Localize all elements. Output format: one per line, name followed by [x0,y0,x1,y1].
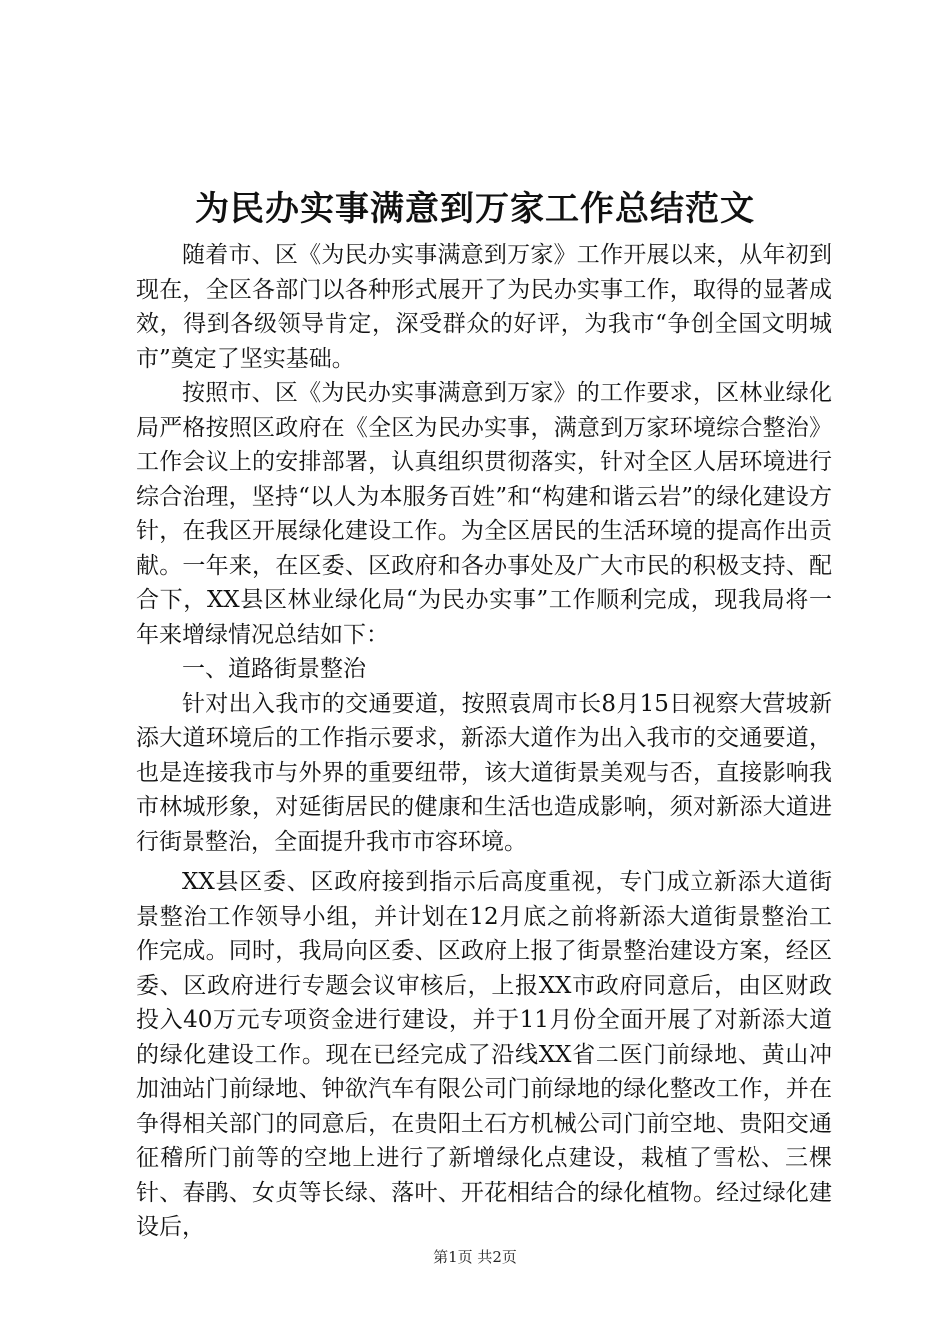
background-paragraph: 按照市、区《为民办实事满意到万家》的工作要求，区林业绿化局严格按照区政府在《全区为民办实事，满意到万家环境综合整治》工作会议上的安排部署，认真组织贯彻落实，针对全区人居环境进行综合治理，坚持“以人为本服务百姓”和“构建和谐云岩”的绿化建设方针，在我区开展绿化建设工作。为全区居民的生活环境的提高作出贡献。一年来，在区委、区政府和各办事处及广大市民的积极支持、配合下，XX县区林业绿化局“为民办实事”工作顺利完成，现我局将一年来增绿情况总结如下： [136,380,832,648]
section-paragraph: XX县区委、区政府接到指示后高度重视，专门成立新添大道街景整治工作领导小组，并计划在12月底之前将新添大道街景整治工作完成。同时，我局向区委、区政府上报了街景整治建设方案，经区委、区政府进行专题会议审核后，上报XX市政府同意后，由区财政投入40万元专项资金进行建设，并于11月份全面开展了对新添大道的绿化建设工作。现在已经完成了沿线XX省二医门前绿地、黄山冲加油站门前绿地、钟欲汽车有限公司门前绿地的绿化整改工作，并在争得相关部门的同意后，在贵阳土石方机械公司门前空地、贵阳交通征稽所门前等的空地上进行了新增绿化点建设，栽植了雪松、三棵针、春鹃、女贞等长绿、落叶、开花相结合的绿化植物。经过绿化建设后， [136,869,832,1240]
section-paragraph: 针对出入我市的交通要道，按照袁周市长8月15日视察大营坡新添大道环境后的工作指示要求，新添大道作为出入我市的交通要道，也是连接我市与外界的重要纽带，该大道街景美观与否，直接影响我市林城形象，对延街居民的健康和生活也造成影响，须对新添大道进行街景整治，全面提升我市市容环境。 [136,690,832,855]
document-title: 为民办实事满意到万家工作总结范文 [195,189,755,229]
section-heading: 一、道路街景整治 [182,656,366,682]
document-body [136,238,832,1245]
page-footer: 第1页 共2页 [433,1248,517,1266]
intro-paragraph: 随着市、区《为民办实事满意到万家》工作开展以来，从年初到现在，全区各部门以各种形式展开了为民办实事工作，取得的显著成效，得到各级领导肯定，深受群众的好评，为我市“争创全国文明城市”奠定了坚实基础。 [136,242,832,372]
